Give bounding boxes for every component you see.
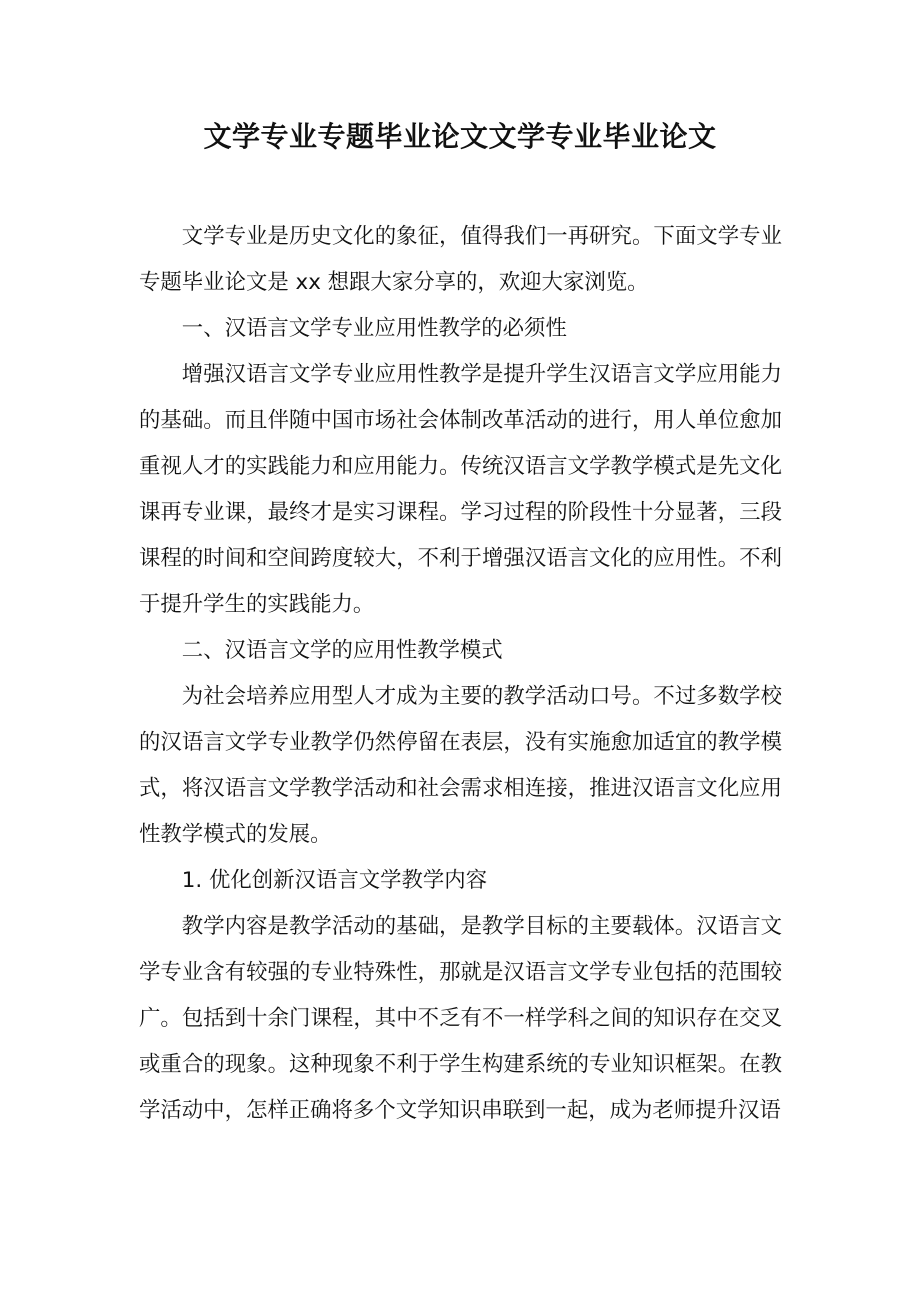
subsection-heading-1: 1. 优化创新汉语言文学教学内容 (181, 868, 488, 893)
section-heading-2: 二、汉语言文学的应用性教学模式 (181, 638, 503, 663)
document-title: 文学专业专题毕业论文文学专业毕业论文 (203, 120, 717, 153)
section-heading-1: 一、汉语言文学专业应用性教学的必须性 (181, 316, 567, 341)
subsection-1-paragraph: 教学内容是教学活动的基础，是教学目标的主要载体。汉语言文学专业含有较强的专业特殊性，那就是汉语言文学专业包括的范围较广。包括到十余门课程，其中不乏有不一样学科之间的知识存在交叉或重合的现象。这种现象不利于学生构建系统的专业知识框架。在教学活动中，怎样正确将多个文学知识串联到一起，成为老师提升汉语 (139, 914, 782, 1123)
section-2-paragraph: 为社会培养应用型人才成为主要的教学活动口号。不过多数学校的汉语言文学专业教学仍然停留在表层，没有实施愈加适宜的教学模式，将汉语言文学教学活动和社会需求相连接，推进汉语言文化应用性教学模式的发展。 (139, 684, 782, 847)
document-body (139, 214, 782, 1134)
intro-paragraph: 文学专业是历史文化的象征，值得我们一再研究。下面文学专业专题毕业论文是 xx 想跟大家分享的，欢迎大家浏览。 (139, 224, 782, 295)
section-1-paragraph: 增强汉语言文学专业应用性教学是提升学生汉语言文学应用能力的基础。而且伴随中国市场社会体制改革活动的进行，用人单位愈加重视人才的实践能力和应用能力。传统汉语言文学教学模式是先文化课再专业课，最终才是实习课程。学习过程的阶段性十分显著，三段课程的时间和空间跨度较大，不利于增强汉语言文化的应用性。不利于提升学生的实践能力。 (139, 362, 782, 617)
